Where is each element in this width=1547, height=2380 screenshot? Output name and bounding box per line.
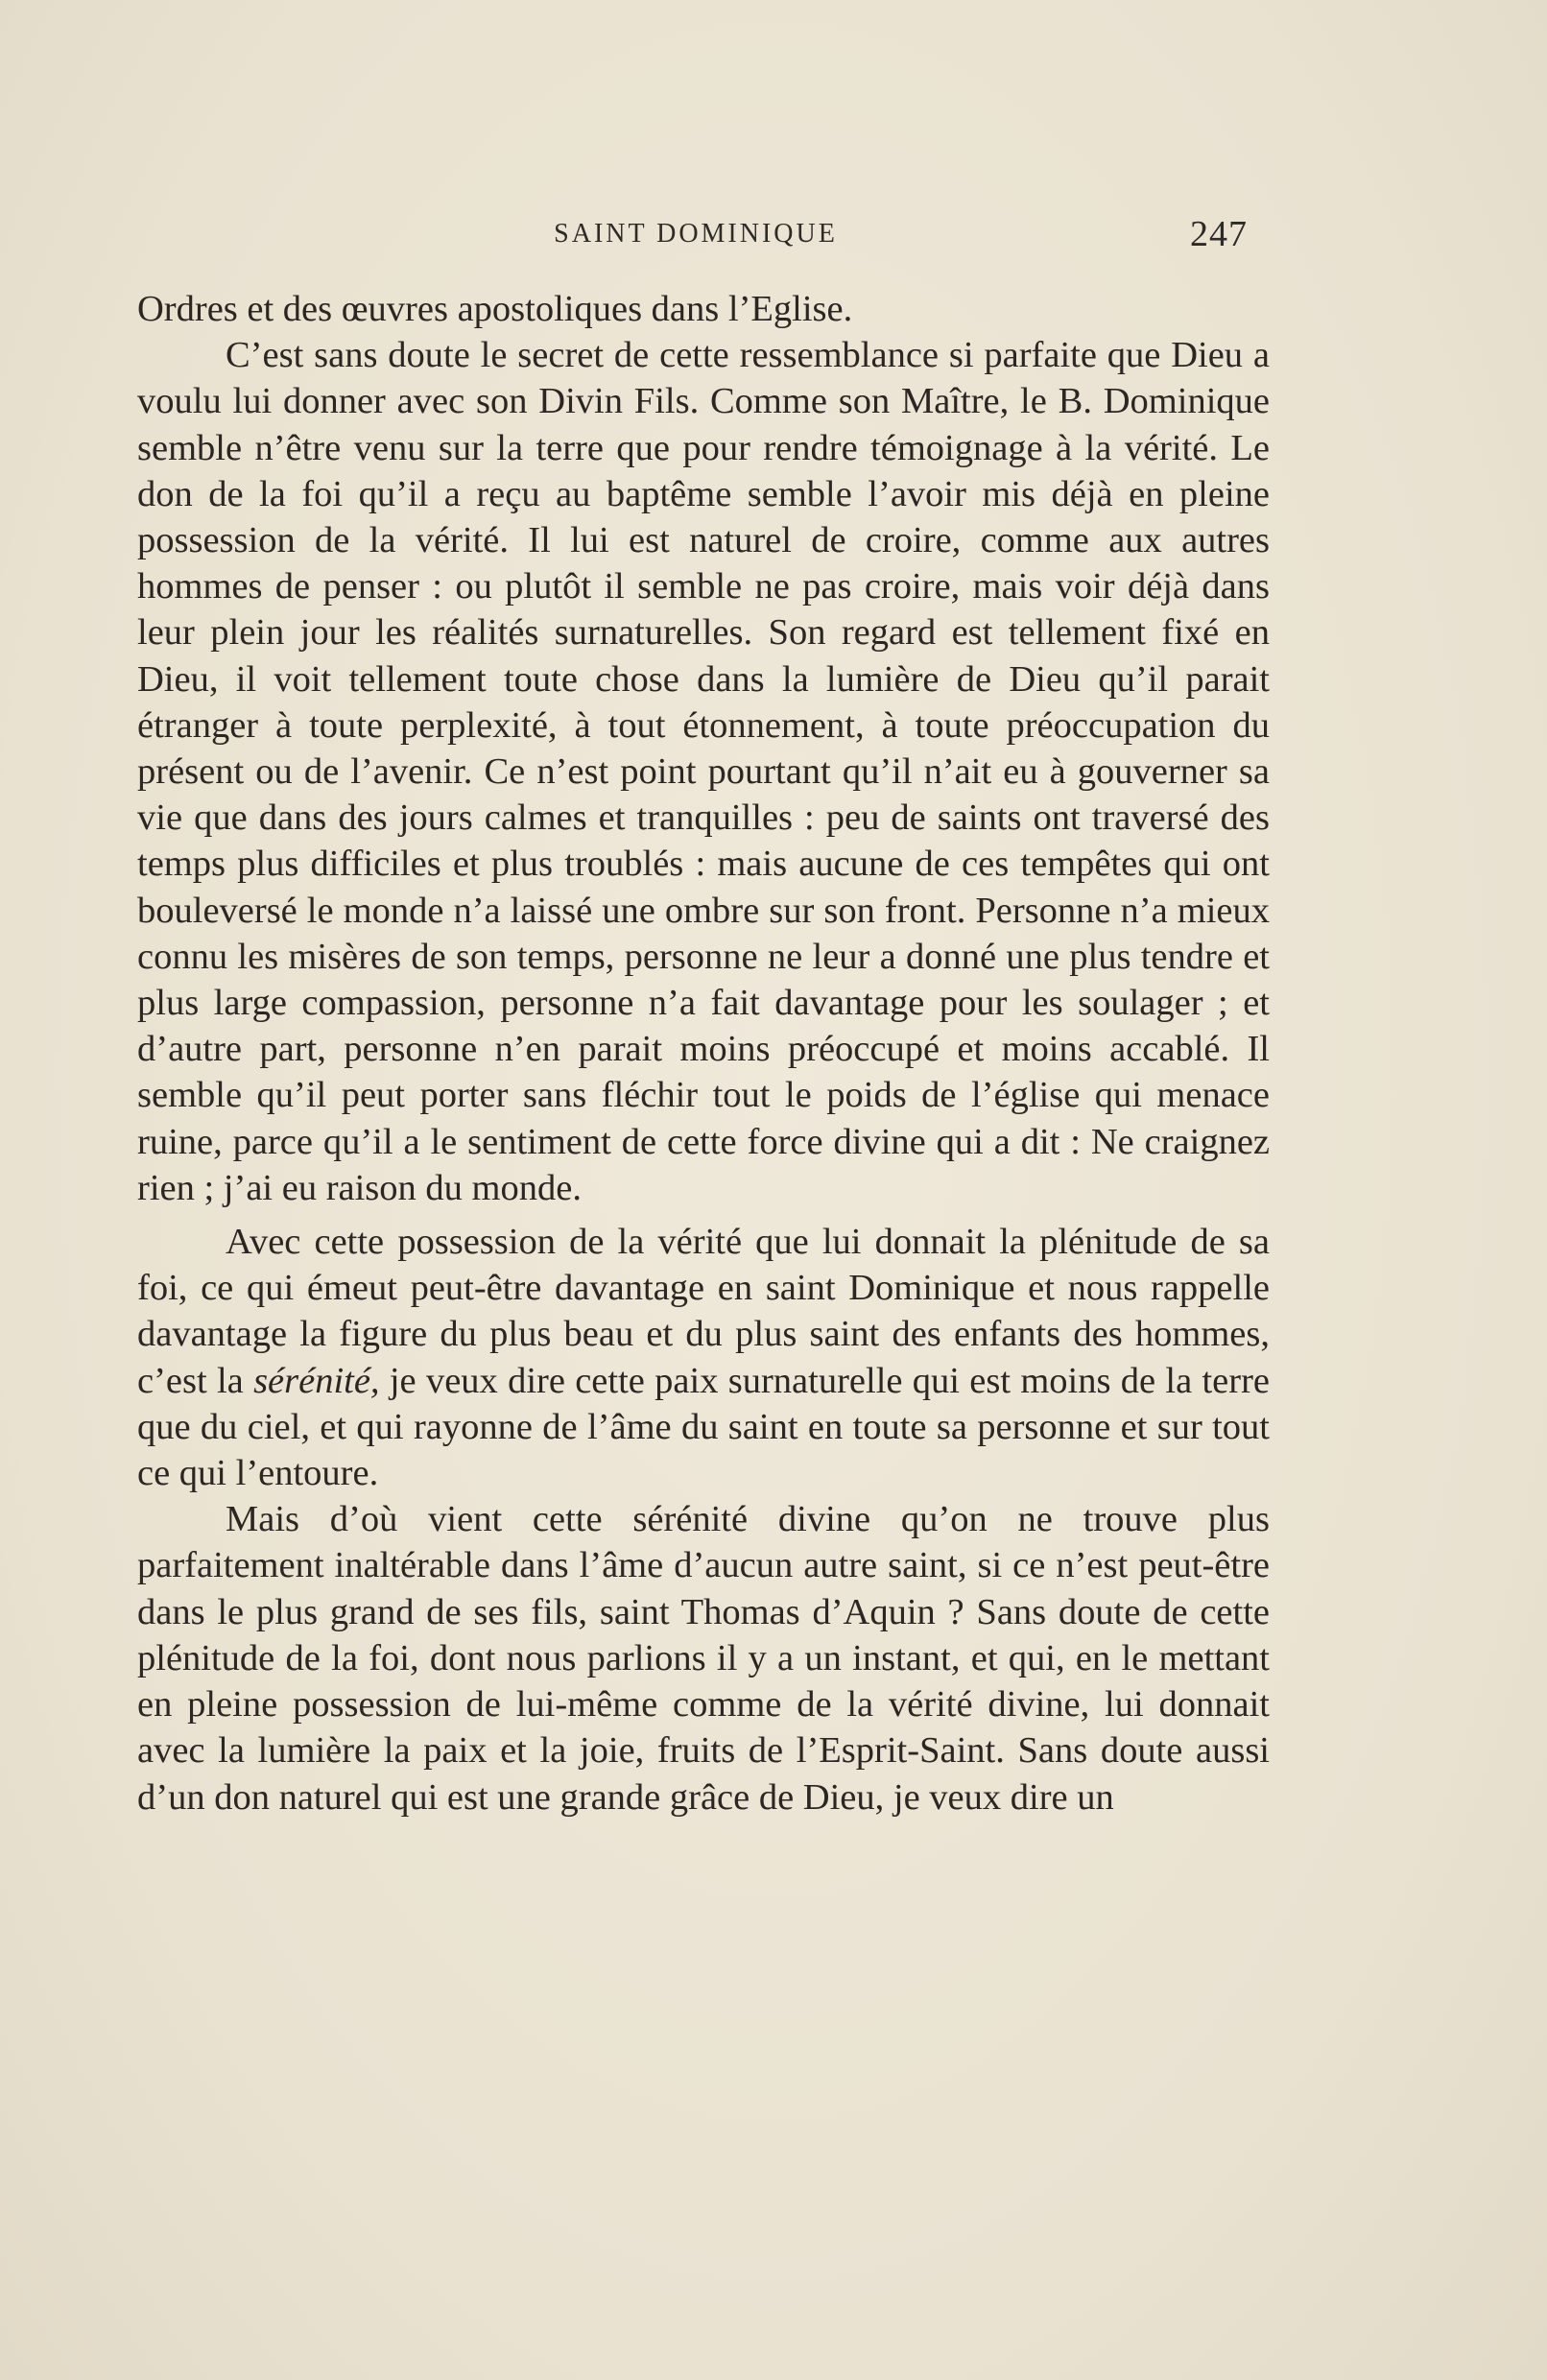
paragraph-serenite: [137, 1219, 1270, 1496]
emphasized-word: sérénité,: [253, 1360, 380, 1401]
body-text: [137, 286, 1270, 1821]
page-header: [144, 214, 1248, 257]
paragraph-continuation: Ordres et des œuvres apostoliques dans l’Eglise.: [137, 289, 853, 329]
running-title: SAINT DOMINIQUE: [554, 219, 838, 249]
paragraph-text: Avec cette possession de la vérité que lui donnait la plénitude de sa foi, ce qui émeut peut-être davantage en saint Dominique et nous rappelle davantage la figure du plus beau et du plus saint des enfants des hommes, c’est la: [137, 1222, 1270, 1401]
paragraph: Mais d’où vient cette sérénité divine qu’on ne trouve plus parfaitement inaltérable dans l’âme d’aucun autre saint, si ce n’est peut-être dans le plus grand de ses fils, saint Thomas d’Aquin ? Sans doute de cette plénitude de la foi, dont nous parlions il y a un instant, et qui, en le mettant en pleine possession de lui-même comme de la vérité divine, lui donnait avec la lumière la paix et la joie, fruits de l’Esprit-Saint. Sans doute aussi d’un don naturel qui est une grande grâce de Dieu, je veux dire un: [137, 1499, 1270, 1818]
paragraph: C’est sans doute le secret de cette ressemblance si parfaite que Dieu a voulu lui donner avec son Divin Fils. Comme son Maître, le B. Dominique semble n’être venu sur la terre que pour rendre témoignage à la vérité. Le don de la foi qu’il a reçu au baptême semble l’avoir mis déjà en pleine possession de la vérité. Il lui est naturel de croire, comme aux autres hommes de penser : ou plutôt il semble ne pas croire, mais voir déjà dans leur plein jour les réalités surnaturelles. Son regard est tellement fixé en Dieu, il voit tellement toute chose dans la lumière de Dieu qu’il parait étranger à toute perplexité, à tout étonnement, à toute préoccupation du présent ou de l’avenir. Ce n’est point pourtant qu’il n’ait eu à gouverner sa vie que dans des jours calmes et tranquilles : peu de saints ont traversé des temps plus difficiles et plus troublés : mais aucune de ces tempêtes qui ont bouleversé le monde n’a laissé une ombre sur son front. Personne n’a mieux connu les misères de son temps, personne ne leur a donné une plus tendre et plus large compassion, personne n’a fait davantage pour les soulager ; et d’autre part, personne n’en parait moins préoccupé et moins accablé. Il semble qu’il peut porter sans fléchir tout le poids de l’église qui menace ruine, parce qu’il a le sentiment de cette force divine qui a dit : Ne craignez rien ; j’ai eu raison du monde.: [137, 335, 1270, 1208]
page-number: 247: [1190, 214, 1248, 254]
paragraph-text: je veux dire cette paix surnaturelle qui est moins de la terre que du ciel, et qui rayonne de l’âme du saint en toute sa personne et sur tout ce qui l’entoure.: [137, 1360, 1270, 1494]
